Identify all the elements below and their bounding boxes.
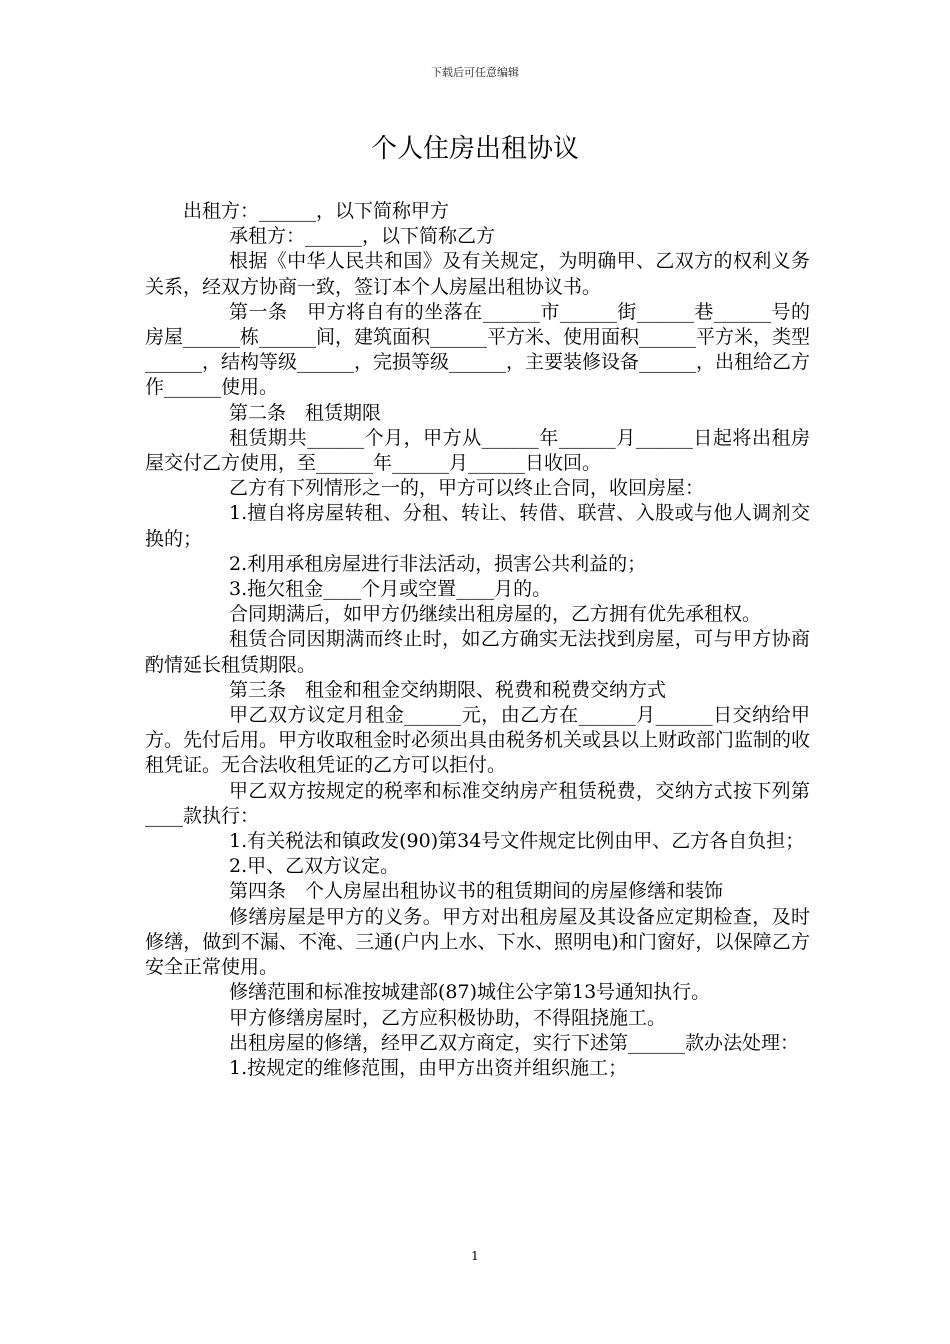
document-body: [145, 199, 810, 1081]
paragraph-repair-scope: 修缮范围和标准按城建部(87)城住公字第13号通知执行。: [229, 981, 711, 1004]
paragraph-article-1: 第一条 甲方将自有的坐落在______市______街______巷______号的房屋______栋______间，建筑面积______平方米、使用面积______平方米，类型______，结构等级______，完损等级______，主要装修设备______，出租给乙方作______使用。: [145, 300, 811, 399]
paragraph-article-3-heading: 第三条 租金和租金交纳期限、税费和税费交纳方式: [229, 678, 667, 701]
paragraph-termination-item-3: 3.拖欠租金____个月或空置____月的。: [229, 578, 552, 601]
paragraph-article-4-heading: 第四条 个人房屋出租协议书的租赁期间的房屋修缮和装饰: [229, 880, 724, 903]
paragraph-tax-method: 甲乙双方按规定的税率和标准交纳房产租赁税费，交纳方式按下列第____款执行：: [145, 779, 810, 827]
document-title: 个人住房出租协议: [370, 134, 579, 164]
paragraph-lease-term: 租赁期共______个月，甲方从______年______月______日起将出租房屋交付乙方使用，至______年______月______日收回。: [145, 426, 810, 475]
page-header-note: 下载后可任意编辑: [431, 66, 519, 79]
paragraph-termination-item-1: 1.擅自将房屋转租、分租、转让、转借、联营、入股或与他人调剂交换的；: [145, 502, 810, 550]
paragraph-tax-item-2: 2.甲、乙双方议定。: [229, 855, 400, 878]
paragraph-extension: 租赁合同因期满而终止时，如乙方确实无法找到房屋，可与甲方协商酌情延长租赁期限。: [145, 628, 810, 676]
paragraph-repair-cooperation: 甲方修缮房屋时，乙方应积极协助，不得阻挠施工。: [229, 1006, 667, 1029]
page-number: 1: [471, 1249, 479, 1263]
paragraph-repair-method: 出租房屋的修缮，经甲乙双方商定，实行下述第______款办法处理：: [229, 1031, 800, 1054]
paragraph-article-2-heading: 第二条 租赁期限: [229, 401, 382, 424]
paragraph-lessee: 承租方：______，以下简称乙方: [229, 225, 496, 248]
paragraph-preamble: 根据《中华人民共和国》及有关规定，为明确甲、乙双方的权利义务关系，经双方协商一致，签订本个人房屋出租协议书。: [145, 250, 810, 298]
paragraph-tax-item-1: 1.有关税法和镇政发(90)第34号文件规定比例由甲、乙方各自负担；: [229, 830, 805, 853]
paragraph-rent-payment: 甲乙双方议定月租金______元，由乙方在______月______日交纳给甲方。先付后用。甲方收取租金时必须出具由税务机关或县以上财政部门监制的收租凭证。无合法收租凭证的乙方可以拒付。: [145, 704, 811, 777]
paragraph-repair-duty: 修缮房屋是甲方的义务。甲方对出租房屋及其设备应定期检查，及时修缮，做到不漏、不淹、三通(户内上水、下水、照明电)和门窗好，以保障乙方安全正常使用。: [145, 905, 810, 979]
paragraph-lessor: 出租方：______，以下简称甲方: [183, 200, 450, 222]
paragraph-termination-intro: 乙方有下列情形之一的，甲方可以终止合同，收回房屋：: [229, 477, 705, 500]
paragraph-repair-item-1: 1.按规定的维修范围，由甲方出资并组织施工；: [229, 1056, 628, 1079]
paragraph-priority-renewal: 合同期满后，如甲方仍继续出租房屋的，乙方拥有优先承租权。: [229, 603, 762, 626]
paragraph-termination-item-2: 2.利用承租房屋进行非法活动，损害公共利益的；: [229, 552, 647, 575]
